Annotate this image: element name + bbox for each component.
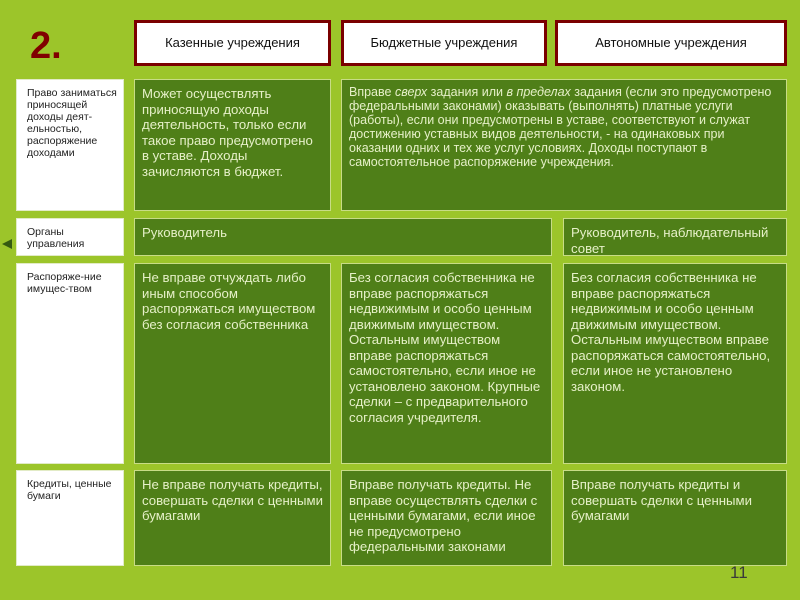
cell-management-kazennye-byudzhetnye: Руководитель bbox=[134, 218, 552, 256]
row-label-property: Распоряже-ние имущес-твом bbox=[16, 263, 124, 464]
income-text-part2: задания или bbox=[427, 85, 507, 99]
cell-credits-avtonomnye: Вправе получать кредиты и совершать сделки с ценными бумагами bbox=[563, 470, 787, 566]
row-label-income: Право заниматься приносящей доходы деят-ельностью, распоряжение доходами bbox=[16, 79, 124, 211]
cell-income-kazennye: Может осуществлять приносящую доходы деятельность, только если такое право предусмотрено в уставе. Доходы зачисляются в бюджет. bbox=[134, 79, 331, 211]
income-text-part1: Вправе bbox=[349, 85, 395, 99]
income-text-em1: сверх bbox=[394, 85, 428, 99]
cell-credits-kazennye: Не вправе получать кредиты, совершать сделки с ценными бумагами bbox=[134, 470, 331, 566]
row-label-management: Органы управления bbox=[16, 218, 124, 256]
header-byudzhetnye: Бюджетные учреждения bbox=[341, 20, 547, 66]
header-kazennye: Казенные учреждения bbox=[134, 20, 331, 66]
income-text-part3: задания (если это предусмотрено федеральными законами) оказывать (выполнять) платные услуги (работы), если они предусмотрены в уставе, соответствуют и служат достижению уставных видов деятельности, - на одинаковых при оказании одних и тех же услуг условиях. Доходы поступают в самостоятельное распоряжение учреждения. bbox=[349, 85, 772, 169]
page-number: 11 bbox=[730, 563, 748, 582]
pointer-arrow-icon bbox=[2, 239, 12, 249]
cell-property-avtonomnye: Без согласия собственника не вправе распоряжаться недвижимым и особо ценным движимым имуществом. Остальным имуществом вправе распоряжаться самостоятельно, если иное не установлено законом. bbox=[563, 263, 787, 464]
cell-income-byudzhetnye-avtonomnye bbox=[341, 79, 787, 211]
row-label-credits: Кредиты, ценные бумаги bbox=[16, 470, 124, 566]
cell-credits-byudzhetnye: Вправе получать кредиты. Не вправе осуществлять сделки с ценными бумагами, если иное не предусмотрено федеральными законами bbox=[341, 470, 552, 566]
slide-section-number: 2. bbox=[30, 25, 62, 67]
income-text-em2: в пределах bbox=[506, 85, 571, 99]
cell-property-kazennye: Не вправе отчуждать либо иным способом распоряжаться имуществом без согласия собственника bbox=[134, 263, 331, 464]
header-avtonomnye: Автономные учреждения bbox=[555, 20, 787, 66]
cell-property-byudzhetnye: Без согласия собственника не вправе распоряжаться недвижимым и особо ценным движимым имуществом. Остальным имуществом вправе распоряжаться самостоятельно, если иное не установлено законом. Крупные сделки – с предварительного согласия учредителя. bbox=[341, 263, 552, 464]
cell-management-avtonomnye: Руководитель, наблюдательный совет bbox=[563, 218, 787, 256]
